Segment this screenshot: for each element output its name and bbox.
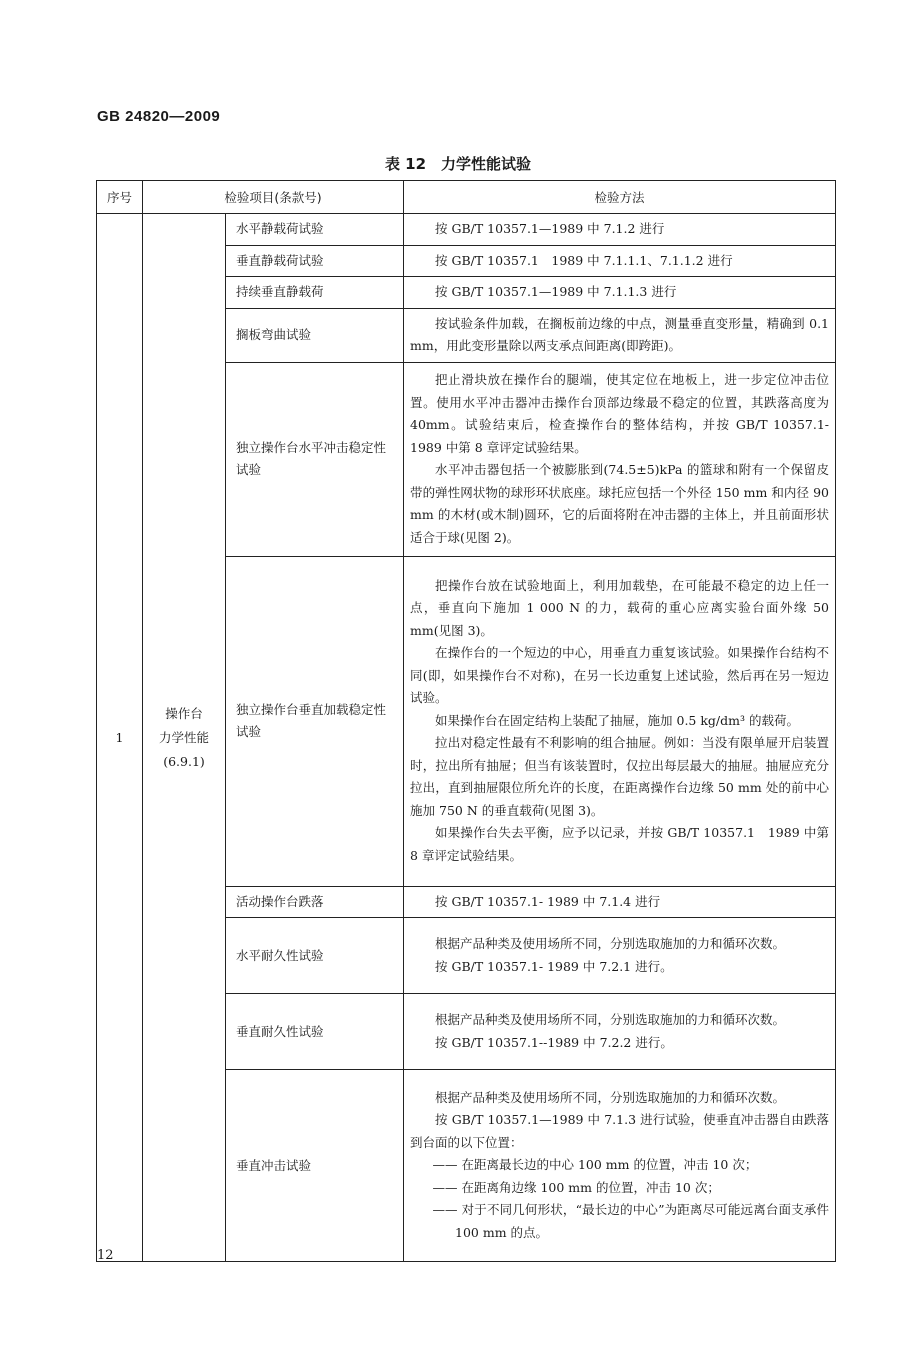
method-text: 根据产品种类及使用场所不同，分别选取施加的力和循环次数。 (435, 936, 786, 951)
category-cell (143, 214, 226, 1262)
method-cell (404, 277, 836, 309)
method-text: 按 GB/T 10357.1 1989 中 7.1.1.1、7.1.1.2 进行 (435, 252, 733, 268)
method-text: —— 在距离角边缘 100 mm 的位置，冲击 10 次； (432, 1179, 720, 1195)
header-item: 检验项目(条款号) (143, 181, 404, 214)
method-cell (404, 556, 836, 886)
item-name: 搁板弯曲试验 (226, 308, 404, 362)
method-text: —— 在距离最长边的中心 100 mm 的位置，冲击 10 次； (432, 1157, 758, 1173)
method-text: 按试验条件加载，在搁板前边缘的中点，测量垂直变形量，精确到 0.1 mm，用此变形量除以两支承点间距离(即跨距)。 (410, 315, 830, 353)
table-title: 表 12 力学性能试验 (384, 155, 532, 173)
category-clause: (6.9.1) (163, 753, 205, 769)
method-text: 把操作台放在试验地面上，利用加载垫，在可能最不稳定的边上任一点，垂直向下施加 1 000 N 的力，载荷的重心应离实验台面外缘 50 mm(见图 3)。 (410, 577, 830, 638)
method-cell (404, 994, 836, 1070)
method-text: 水平冲击器包括一个被膨胀到(74.5±5)kPa 的篮球和附有一个保留皮带的弹性网状物的球形环状底座。球托应包括一个外径 150 mm 和内径 90 mm 的木材(或木制)圆环，它的后面将附在冲击器的主体上，并且前面形状适合于球(见图 2)。 (410, 462, 830, 545)
method-cell (404, 886, 836, 918)
method-cell (404, 245, 836, 277)
method-text: 根据产品种类及使用场所不同，分别选取施加的力和循环次数。 (435, 1012, 786, 1027)
method-text: 按 GB/T 10357.1- 1989 中 7.2.1 进行。 (435, 958, 673, 974)
method-text: 在操作台的一个短边的中心，用垂直力重复该试验。如果操作台结构不同(即，如果操作台不对称)，在另一长边重复上述试验，然后再在另一短边试验。 (410, 645, 830, 706)
method-text: —— 对于不同几何形状，“最长边的中心”为距离尽可能远离台面支承件 100 mm 的点。 (432, 1202, 830, 1240)
item-name: 活动操作台跌落 (226, 886, 404, 918)
table-header-row (97, 181, 836, 214)
table-row (97, 214, 836, 246)
category-line1: 操作台 (165, 705, 203, 721)
standard-code: GB 24820—2009 (97, 108, 221, 125)
method-cell (404, 214, 836, 246)
header-no: 序号 (97, 181, 143, 214)
item-name: 水平静载荷试验 (226, 214, 404, 246)
category-line2: 力学性能 (158, 729, 209, 745)
method-text: 如果操作台失去平衡，应予以记录，并按 GB/T 10357.1 1989 中第 8 章评定试验结果。 (410, 825, 830, 863)
method-text: 拉出对稳定性最有不利影响的组合抽屉。例如：当没有限单屉开启装置时，拉出所有抽屉；但当有该装置时，仅拉出每层最大的抽屉。抽屉应充分拉出，直到抽屉限位所允许的长度，在距离操作台边缘 50 mm 处的前中心施加 750 N 的垂直载荷(见图 3)。 (410, 735, 830, 818)
method-text: 按 GB/T 10357.1- 1989 中 7.1.4 进行 (435, 893, 661, 909)
method-text: 按 GB/T 10357.1—1989 中 7.1.2 进行 (435, 221, 665, 236)
method-cell (404, 362, 836, 556)
method-cell (404, 308, 836, 362)
method-cell (404, 1070, 836, 1262)
method-text: 如果操作台在固定结构上装配了抽屉，施加 0.5 kg/dm³ 的载荷。 (435, 712, 799, 728)
method-text: 按 GB/T 10357.1--1989 中 7.2.2 进行。 (435, 1034, 673, 1050)
item-name: 水平耐久性试验 (226, 918, 404, 994)
method-cell (404, 918, 836, 994)
method-text: 根据产品种类及使用场所不同，分别选取施加的力和循环次数。 (435, 1089, 786, 1105)
item-name: 独立操作台垂直加载稳定性试验 (226, 556, 404, 886)
method-text: 把止滑块放在操作台的腿端，使其定位在地板上，进一步定位冲击位置。使用水平冲击器冲击操作台顶部边缘最不稳定的位置，其跌落高度为 40mm。试验结束后，检查操作台的整体结构，并按 GB/T 10357.1- 1989 中第 8 章评定试验结果。 (410, 372, 830, 455)
item-name: 垂直冲击试验 (226, 1070, 404, 1262)
method-text: 按 GB/T 10357.1—1989 中 7.1.3 进行试验，使垂直冲击器自由跌落到台面的以下位置： (410, 1112, 830, 1150)
header-method: 检验方法 (404, 181, 836, 214)
item-name: 独立操作台水平冲击稳定性试验 (226, 362, 404, 556)
row-number: 1 (97, 214, 143, 1262)
item-name: 持续垂直静载荷 (226, 277, 404, 309)
item-name: 垂直耐久性试验 (226, 994, 404, 1070)
item-name: 垂直静载荷试验 (226, 245, 404, 277)
method-text: 按 GB/T 10357.1—1989 中 7.1.1.3 进行 (435, 284, 677, 299)
page-number: 12 (97, 1248, 114, 1263)
mechanical-test-table (96, 180, 836, 1262)
